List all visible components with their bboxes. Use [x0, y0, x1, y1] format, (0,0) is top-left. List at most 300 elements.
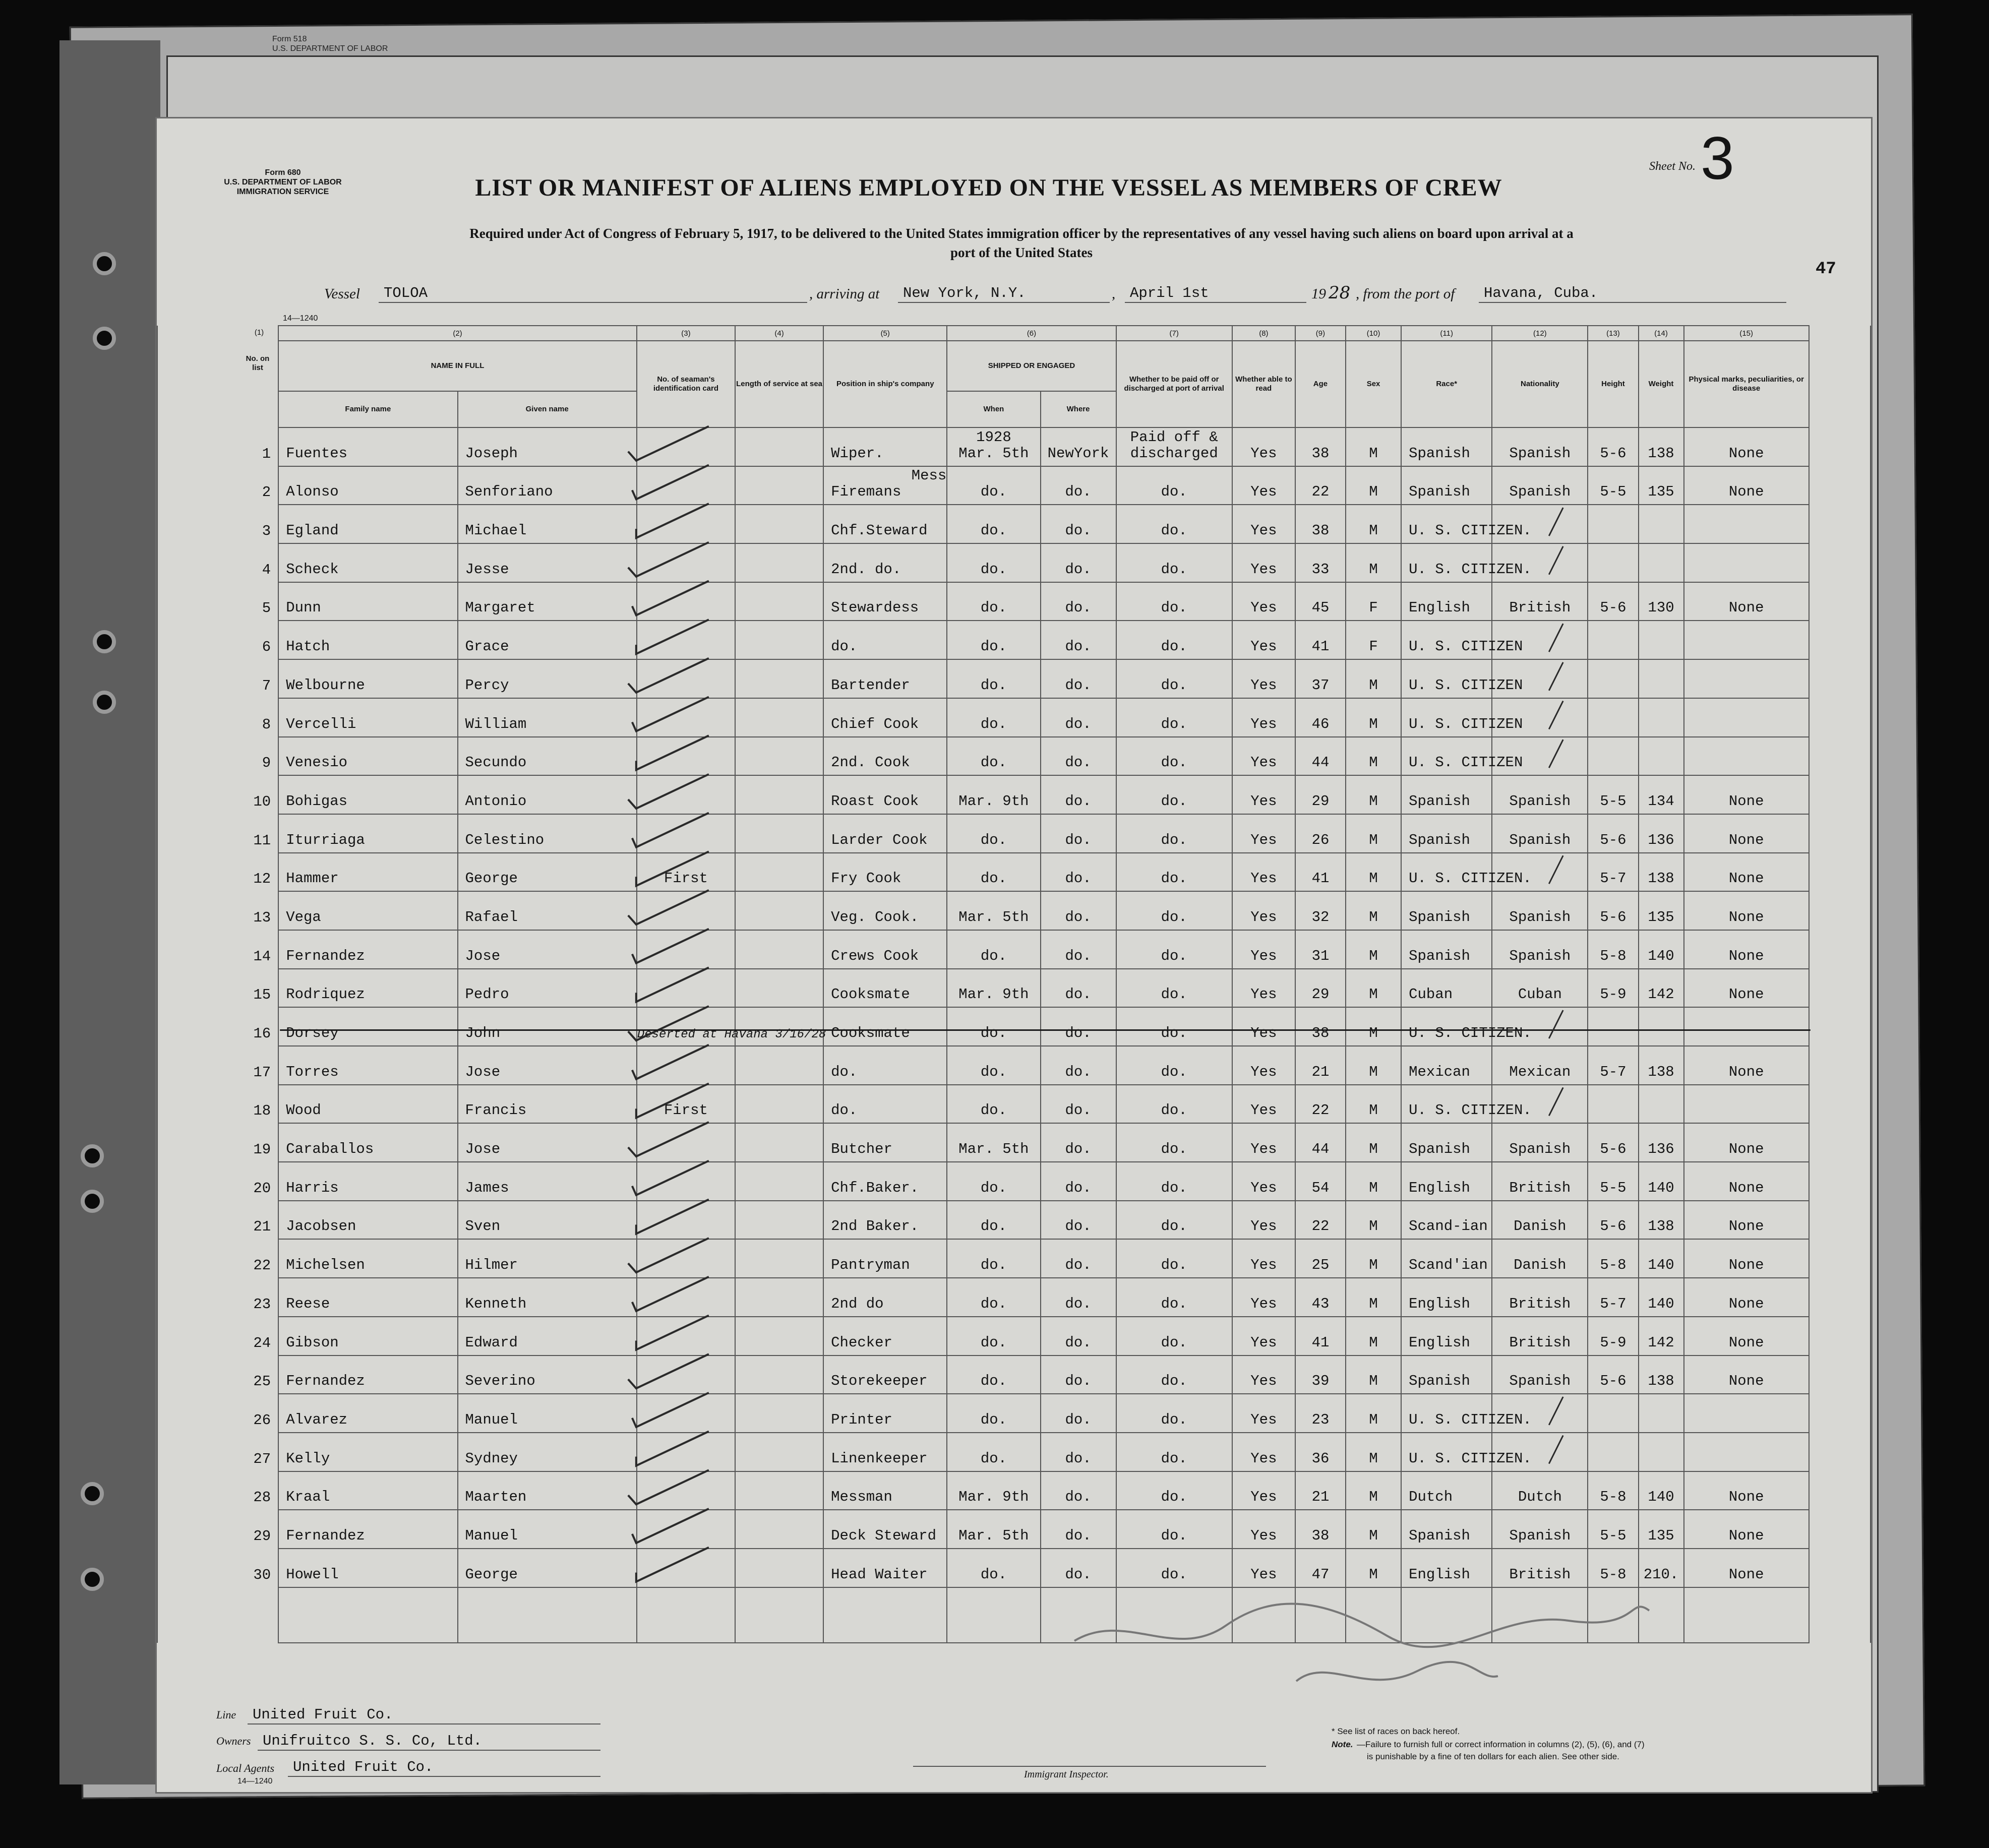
- column-number-row: [157, 326, 1871, 341]
- cell-nationality: Spanish: [1492, 775, 1588, 814]
- col-number-15: (15): [1684, 326, 1809, 341]
- cell-read: Yes: [1232, 737, 1295, 776]
- blank-cell: [1809, 1587, 1871, 1643]
- cell-paid: do.: [1116, 814, 1232, 853]
- cell-height: 5-5: [1588, 775, 1638, 814]
- cell-paid: do.: [1116, 582, 1232, 621]
- cell-sex: M: [1346, 1549, 1401, 1587]
- cell-weight: 138: [1639, 853, 1684, 892]
- cell-weight: 142: [1639, 1317, 1684, 1356]
- page-number: 47: [1816, 260, 1836, 279]
- cell-height: 5-6: [1588, 1123, 1638, 1162]
- cell-weight: [1639, 505, 1684, 543]
- cell-weight: [1639, 659, 1684, 698]
- cell-paid: do.: [1116, 1356, 1232, 1394]
- cell-when: Mar. 9th: [947, 1471, 1040, 1510]
- cell-length-service: [735, 969, 823, 1008]
- cell-family: Kelly: [278, 1433, 457, 1471]
- cell-marks: None: [1684, 1201, 1809, 1240]
- cell-no: 26: [157, 1394, 278, 1433]
- cell-age: 46: [1295, 698, 1346, 737]
- cell-age: 22: [1295, 466, 1346, 505]
- cell-where: do.: [1041, 814, 1116, 853]
- cell-paid: do.: [1116, 1201, 1232, 1240]
- from-port-label: , from the port of: [1356, 286, 1455, 302]
- cell-sex: M: [1346, 1085, 1401, 1124]
- cell-height: 5-6: [1588, 1201, 1638, 1240]
- cell-height: 5-7: [1588, 1278, 1638, 1317]
- cell-when: do.: [947, 737, 1040, 776]
- cell-no: 5: [157, 582, 278, 621]
- cell-position: 2nd. do.: [823, 543, 947, 582]
- cell-paid: do.: [1116, 659, 1232, 698]
- cell-sex: M: [1346, 1433, 1401, 1471]
- cell-family: Scheck: [278, 543, 457, 582]
- cell-no: 4: [157, 543, 278, 582]
- cell-family: Torres: [278, 1046, 457, 1085]
- cell-card: [637, 814, 735, 853]
- cell-marks: None: [1684, 1471, 1809, 1510]
- margin-cell: [1809, 341, 1871, 391]
- cell-length-service: [735, 1471, 823, 1510]
- cell-family: Dunn: [278, 582, 457, 621]
- cell-read: Yes: [1232, 1201, 1295, 1240]
- cell-paid-upper: Paid off &: [1130, 428, 1218, 446]
- cell-card: [637, 1356, 735, 1394]
- blank-cell: [278, 1587, 457, 1643]
- cell-no: 21: [157, 1201, 278, 1240]
- back-form-number: Form 518: [272, 35, 307, 43]
- cell-given: Manuel: [458, 1510, 637, 1549]
- crew-row: [157, 930, 1871, 969]
- cell-marks: [1684, 737, 1809, 776]
- year-prefix: 19: [1311, 286, 1326, 302]
- cell-paid: do.: [1116, 1510, 1232, 1549]
- cell-card: [637, 1123, 735, 1162]
- cell-race: U. S. CITIZEN: [1401, 698, 1492, 737]
- cell-read: Yes: [1232, 1007, 1295, 1046]
- cell-age: 21: [1295, 1471, 1346, 1510]
- cell-paid: do.: [1116, 1123, 1232, 1162]
- cell-weight: [1639, 1007, 1684, 1046]
- cell-when: do.: [947, 698, 1040, 737]
- crew-row: [157, 775, 1871, 814]
- cell-when: do.: [947, 1085, 1040, 1124]
- cell-when: do.: [947, 582, 1040, 621]
- cell-sex: M: [1346, 1239, 1401, 1278]
- cell-where: do.: [1041, 543, 1116, 582]
- cell-family: Hatch: [278, 621, 457, 659]
- cell-when: Mar. 9th: [947, 969, 1040, 1008]
- crew-row: [157, 1123, 1871, 1162]
- cell-no: 22: [157, 1239, 278, 1278]
- line-value: United Fruit Co.: [248, 1706, 600, 1724]
- cell-no: 23: [157, 1278, 278, 1317]
- margin-cell: [1809, 543, 1871, 582]
- cell-when: do.: [947, 1239, 1040, 1278]
- cell-sex: M: [1346, 853, 1401, 892]
- cell-where: do.: [1041, 969, 1116, 1008]
- margin-cell: [1809, 1433, 1871, 1471]
- back-sheet-header: [272, 34, 388, 53]
- cell-paid: do.: [1116, 1162, 1232, 1201]
- cell-position-upper: Mess: [911, 467, 947, 484]
- cell-weight: 142: [1639, 969, 1684, 1008]
- cell-marks: None: [1684, 930, 1809, 969]
- crew-row: [157, 814, 1871, 853]
- cell-given: Senforiano: [458, 466, 637, 505]
- header-nationality: Nationality: [1492, 341, 1588, 427]
- cell-height: 5-6: [1588, 427, 1638, 466]
- cell-when-value: Mar. 5th: [958, 445, 1029, 462]
- cell-card: [637, 1510, 735, 1549]
- cell-length-service: [735, 1046, 823, 1085]
- cell-read: Yes: [1232, 930, 1295, 969]
- margin-cell: [1809, 659, 1871, 698]
- cell-position: Crews Cook: [823, 930, 947, 969]
- cell-given: John: [458, 1007, 637, 1046]
- margin-cell: [1809, 1278, 1871, 1317]
- cell-when: do.: [947, 1356, 1040, 1394]
- blank-cell: [637, 1587, 735, 1643]
- cell-given: Joseph: [458, 427, 637, 466]
- binder-hole: [81, 1190, 104, 1213]
- cell-where: do.: [1041, 505, 1116, 543]
- binder-hole: [93, 630, 116, 653]
- cell-family: Fernandez: [278, 930, 457, 969]
- cell-family: Welbourne: [278, 659, 457, 698]
- cell-paid: do.: [1116, 1007, 1232, 1046]
- cell-sex: M: [1346, 1046, 1401, 1085]
- cell-read: Yes: [1232, 1046, 1295, 1085]
- cell-height: 5-9: [1588, 969, 1638, 1008]
- cell-age: 22: [1295, 1085, 1346, 1124]
- cell-sex: M: [1346, 1278, 1401, 1317]
- cell-given: Sven: [458, 1201, 637, 1240]
- cell-sex: M: [1346, 1007, 1401, 1046]
- cell-marks: None: [1684, 891, 1809, 930]
- cell-no: 13: [157, 891, 278, 930]
- cell-given: Margaret: [458, 582, 637, 621]
- cell-sex: M: [1346, 1317, 1401, 1356]
- cell-where: do.: [1041, 1549, 1116, 1587]
- cell-read: Yes: [1232, 853, 1295, 892]
- cell-where: do.: [1041, 930, 1116, 969]
- cell-when: do.: [947, 1433, 1040, 1471]
- cell-given: George: [458, 1549, 637, 1587]
- margin-cell: [1809, 466, 1871, 505]
- crew-row: [157, 1433, 1871, 1471]
- cell-weight: 136: [1639, 814, 1684, 853]
- cell-card: [637, 1471, 735, 1510]
- cell-when: do.: [947, 930, 1040, 969]
- cell-nationality: Spanish: [1492, 930, 1588, 969]
- cell-marks: [1684, 1085, 1809, 1124]
- cell-card: First: [637, 853, 735, 892]
- cell-given: Maarten: [458, 1471, 637, 1510]
- cell-no: 10: [157, 775, 278, 814]
- cell-race: English: [1401, 1278, 1492, 1317]
- cell-family: Howell: [278, 1549, 457, 1587]
- cell-marks: [1684, 543, 1809, 582]
- owners-label: Owners: [216, 1735, 251, 1747]
- cell-race: Mexican: [1401, 1046, 1492, 1085]
- cell-where: do.: [1041, 582, 1116, 621]
- cell-position: Head Waiter: [823, 1549, 947, 1587]
- cell-paid-value: discharged: [1130, 445, 1218, 462]
- cell-marks: None: [1684, 853, 1809, 892]
- cell-where: do.: [1041, 1510, 1116, 1549]
- cell-age: 44: [1295, 737, 1346, 776]
- margin-cell: [1809, 427, 1871, 466]
- cell-given: Severino: [458, 1356, 637, 1394]
- cell-marks: None: [1684, 427, 1809, 466]
- cell-paid: do.: [1116, 466, 1232, 505]
- cell-paid: do.: [1116, 1085, 1232, 1124]
- cell-no: 29: [157, 1510, 278, 1549]
- blank-cell: [1684, 1587, 1809, 1643]
- cell-no: 30: [157, 1549, 278, 1587]
- cell-marks: None: [1684, 1239, 1809, 1278]
- header-row-1: [157, 341, 1871, 391]
- cell-where: do.: [1041, 1046, 1116, 1085]
- cell-marks: None: [1684, 1356, 1809, 1394]
- cell-weight: 140: [1639, 930, 1684, 969]
- cell-family: Fernandez: [278, 1510, 457, 1549]
- cell-length-service: [735, 1510, 823, 1549]
- arrival-date: April 1st: [1125, 285, 1306, 303]
- cell-read: Yes: [1232, 1317, 1295, 1356]
- cell-length-service: [735, 1239, 823, 1278]
- crew-row: [157, 1471, 1871, 1510]
- cell-height: 5-7: [1588, 853, 1638, 892]
- cell-marks: None: [1684, 582, 1809, 621]
- cell-when: do.: [947, 1394, 1040, 1433]
- cell-height: 5-6: [1588, 1356, 1638, 1394]
- cell-card: [637, 698, 735, 737]
- cell-weight: 135: [1639, 466, 1684, 505]
- cell-length-service: [735, 1085, 823, 1124]
- cell-marks: None: [1684, 466, 1809, 505]
- cell-where: do.: [1041, 1162, 1116, 1201]
- margin-cell: [1809, 930, 1871, 969]
- cell-height: [1588, 1433, 1638, 1471]
- cell-paid: do.: [1116, 698, 1232, 737]
- cell-height: [1588, 659, 1638, 698]
- cell-read: Yes: [1232, 1471, 1295, 1510]
- cell-card: [637, 930, 735, 969]
- cell-sex: F: [1346, 621, 1401, 659]
- cell-read: Yes: [1232, 427, 1295, 466]
- cell-weight: 140: [1639, 1239, 1684, 1278]
- cell-sex: M: [1346, 1394, 1401, 1433]
- margin-cell: [1809, 505, 1871, 543]
- cell-height: [1588, 1085, 1638, 1124]
- cell-position: Chf.Baker.: [823, 1162, 947, 1201]
- cell-given: Francis: [458, 1085, 637, 1124]
- header-seaman-card: No. of seaman's identification card: [637, 341, 735, 427]
- cell-sex: M: [1346, 891, 1401, 930]
- cell-race: English: [1401, 582, 1492, 621]
- cell-length-service: [735, 891, 823, 930]
- cell-height: 5-8: [1588, 1239, 1638, 1278]
- cell-age: 31: [1295, 930, 1346, 969]
- cell-height: 5-8: [1588, 1471, 1638, 1510]
- cell-family: Venesio: [278, 737, 457, 776]
- manifest-table-wrap: [157, 325, 1871, 1716]
- crew-row: [157, 1356, 1871, 1394]
- cell-where: do.: [1041, 1007, 1116, 1046]
- cell-read: Yes: [1232, 698, 1295, 737]
- binder-hole: [81, 1568, 104, 1591]
- cell-nationality: British: [1492, 1317, 1588, 1356]
- cell-height: [1588, 1007, 1638, 1046]
- cell-race: Spanish: [1401, 775, 1492, 814]
- cell-given: Percy: [458, 659, 637, 698]
- crew-row: [157, 621, 1871, 659]
- cell-card: [637, 505, 735, 543]
- binder-strip: [59, 40, 160, 1784]
- crew-row: [157, 1510, 1871, 1549]
- cell-position: Chf.Steward: [823, 505, 947, 543]
- header-sex: Sex: [1346, 341, 1401, 427]
- binder-hole: [81, 1482, 104, 1505]
- cell-card: [637, 543, 735, 582]
- cell-given: Jose: [458, 1123, 637, 1162]
- cell-age: 38: [1295, 427, 1346, 466]
- cell-marks: [1684, 621, 1809, 659]
- cell-sex: M: [1346, 466, 1401, 505]
- cell-race: Spanish: [1401, 466, 1492, 505]
- crew-row: [157, 853, 1871, 892]
- cell-no: 25: [157, 1356, 278, 1394]
- cell-paid: do.: [1116, 1046, 1232, 1085]
- blank-cell: [157, 1587, 278, 1643]
- cell-race: U. S. CITIZEN.: [1401, 1007, 1492, 1046]
- cell-when: Mar. 5th: [947, 891, 1040, 930]
- header-paid-off: Whether to be paid off or discharged at port of arrival: [1116, 341, 1232, 427]
- cell-weight: [1639, 698, 1684, 737]
- cell-paid: do.: [1116, 621, 1232, 659]
- crew-row: [157, 1162, 1871, 1201]
- cell-race: Spanish: [1401, 814, 1492, 853]
- binder-hole: [93, 691, 116, 714]
- document-subtitle-2: port of the United States: [950, 245, 1093, 260]
- cell-card: [637, 659, 735, 698]
- col-number-1-label: (1): [254, 328, 264, 337]
- cell-position: Roast Cook: [823, 775, 947, 814]
- margin-cell: [1809, 1471, 1871, 1510]
- cell-nationality: Danish: [1492, 1201, 1588, 1240]
- cell-when-upper: 1928: [976, 428, 1011, 446]
- cell-age: 39: [1295, 1356, 1346, 1394]
- cell-when: do.: [947, 1162, 1040, 1201]
- cell-length-service: [735, 543, 823, 582]
- cell-race: English: [1401, 1162, 1492, 1201]
- cell-nationality: Spanish: [1492, 814, 1588, 853]
- crew-row: [157, 505, 1871, 543]
- cell-sex: M: [1346, 1356, 1401, 1394]
- cell-when: do.: [947, 814, 1040, 853]
- cell-nationality: British: [1492, 1278, 1588, 1317]
- cell-read: Yes: [1232, 969, 1295, 1008]
- cell-marks: None: [1684, 1317, 1809, 1356]
- cell-no: 9: [157, 737, 278, 776]
- crew-manifest-table: [157, 325, 1871, 1643]
- cell-paid: do.: [1116, 1433, 1232, 1471]
- blank-cell: [823, 1587, 947, 1643]
- owners-value: Unifruitco S. S. Co, Ltd.: [258, 1733, 600, 1751]
- cell-card: [637, 621, 735, 659]
- cell-age: 23: [1295, 1394, 1346, 1433]
- cell-weight: 138: [1639, 1356, 1684, 1394]
- cell-family: Vega: [278, 891, 457, 930]
- col-number-8: (8): [1232, 326, 1295, 341]
- cell-race: Spanish: [1401, 891, 1492, 930]
- cell-weight: 138: [1639, 1201, 1684, 1240]
- cell-race: Spanish: [1401, 1123, 1492, 1162]
- margin-cell: [1809, 1317, 1871, 1356]
- cell-height: 5-5: [1588, 1162, 1638, 1201]
- cell-nationality: Danish: [1492, 1239, 1588, 1278]
- cell-card: [637, 1046, 735, 1085]
- cell-given: Hilmer: [458, 1239, 637, 1278]
- cell-no: 14: [157, 930, 278, 969]
- cell-when: do.: [947, 543, 1040, 582]
- crew-row: [157, 543, 1871, 582]
- cell-age: 25: [1295, 1239, 1346, 1278]
- cell-height: 5-9: [1588, 1317, 1638, 1356]
- cell-where: do.: [1041, 1123, 1116, 1162]
- margin-cell: [1809, 969, 1871, 1008]
- cell-length-service: [735, 814, 823, 853]
- cell-race: U. S. CITIZEN.: [1401, 853, 1492, 892]
- cell-race: U. S. CITIZEN.: [1401, 1085, 1492, 1124]
- cell-marks: None: [1684, 775, 1809, 814]
- cell-race: Spanish: [1401, 427, 1492, 466]
- cell-weight: 140: [1639, 1278, 1684, 1317]
- cell-nationality: British: [1492, 1162, 1588, 1201]
- arriving-label: , arriving at: [809, 286, 880, 302]
- cell-when: do.: [947, 621, 1040, 659]
- cell-family: Rodriquez: [278, 969, 457, 1008]
- cell-family: Bohigas: [278, 775, 457, 814]
- cell-nationality: British: [1492, 582, 1588, 621]
- cell-family: Alonso: [278, 466, 457, 505]
- binder-hole: [93, 252, 116, 275]
- cell-age: 29: [1295, 969, 1346, 1008]
- header-physical-marks: Physical marks, peculiarities, or disease: [1684, 341, 1809, 427]
- margin-cell: [1809, 1085, 1871, 1124]
- cell-length-service: [735, 737, 823, 776]
- cell-when: do.: [947, 1201, 1040, 1240]
- cell-nationality: Dutch: [1492, 1471, 1588, 1510]
- line-label: Line: [216, 1708, 236, 1721]
- col-number-14: (14): [1639, 326, 1684, 341]
- cell-card: First: [637, 1085, 735, 1124]
- cell-height: 5-8: [1588, 930, 1638, 969]
- cell-weight: [1639, 543, 1684, 582]
- cell-family: Dorsey: [278, 1007, 457, 1046]
- cell-weight: [1639, 1085, 1684, 1124]
- cell-position: Cooksmate: [823, 969, 947, 1008]
- crew-row: [157, 1278, 1871, 1317]
- cell-marks: [1684, 1394, 1809, 1433]
- cell-given: Rafael: [458, 891, 637, 930]
- cell-card: [637, 1278, 735, 1317]
- cell-position: [823, 466, 947, 505]
- header-age: Age: [1295, 341, 1346, 427]
